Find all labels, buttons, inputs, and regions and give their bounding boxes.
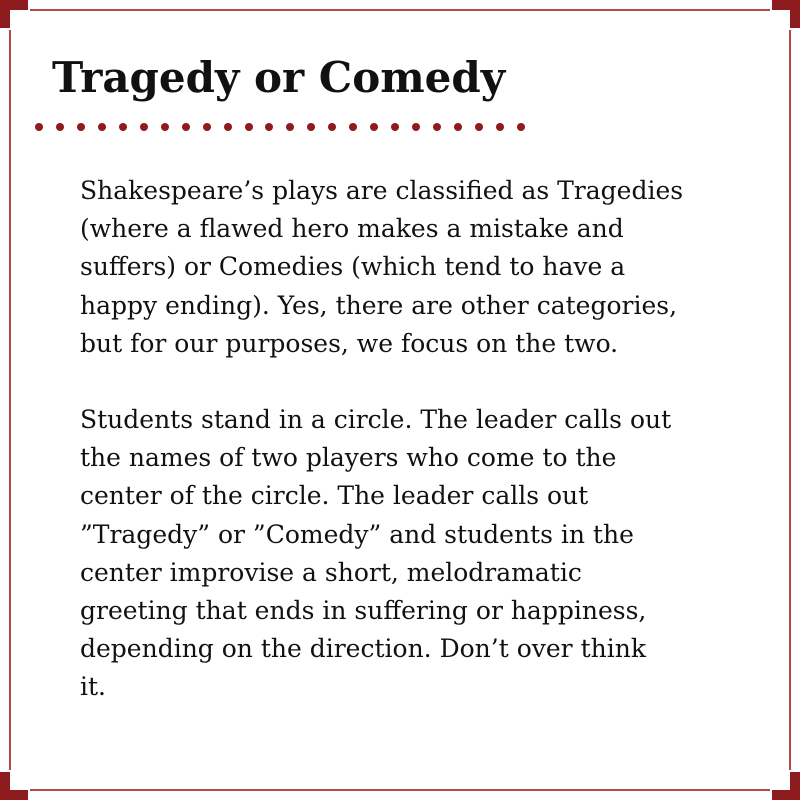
divider-dot	[370, 123, 378, 131]
divider-dot	[98, 123, 106, 131]
divider-dot	[203, 123, 211, 131]
paragraph-instructions: Students stand in a circle. The leader calls out the names of two players who come to the center of the circle. The leader calls out ”Tragedy” or ”Comedy” and students in the center improvise a short, melodramatic greeting that ends in suffering or happiness, depending on the direction. Don’t over think it.	[80, 405, 672, 702]
dotted-divider	[35, 122, 525, 132]
divider-dot	[391, 123, 399, 131]
divider-dot	[77, 123, 85, 131]
divider-dot	[56, 123, 64, 131]
corner-bottom-left	[0, 772, 28, 800]
frame-right-line	[789, 30, 791, 770]
corner-top-right	[772, 0, 800, 28]
divider-dot	[454, 123, 462, 131]
divider-dot	[496, 123, 504, 131]
divider-dot	[224, 123, 232, 131]
divider-dot	[307, 123, 315, 131]
page-title: Tragedy or Comedy	[52, 53, 506, 102]
divider-dot	[35, 123, 43, 131]
divider-dot	[349, 123, 357, 131]
divider-dot	[265, 123, 273, 131]
divider-dot	[328, 123, 336, 131]
divider-dot	[119, 123, 127, 131]
divider-dot	[161, 123, 169, 131]
divider-dot	[182, 123, 190, 131]
divider-dot	[517, 123, 525, 131]
corner-bottom-right	[772, 772, 800, 800]
frame-bottom-line	[30, 789, 770, 791]
divider-dot	[412, 123, 420, 131]
paragraph-intro: Shakespeare’s plays are classified as Tragedies (where a flawed hero makes a mistake and suffers) or Comedies (which tend to have a happy ending). Yes, there are other categories, but for our purposes, we focus on the two.	[80, 176, 684, 358]
divider-dot	[433, 123, 441, 131]
divider-dot	[245, 123, 253, 131]
divider-dot	[140, 123, 148, 131]
frame-left-line	[9, 30, 11, 770]
divider-dot	[475, 123, 483, 131]
corner-top-left	[0, 0, 28, 28]
divider-dot	[286, 123, 294, 131]
body-text	[80, 172, 752, 707]
frame-top-line	[30, 9, 770, 11]
